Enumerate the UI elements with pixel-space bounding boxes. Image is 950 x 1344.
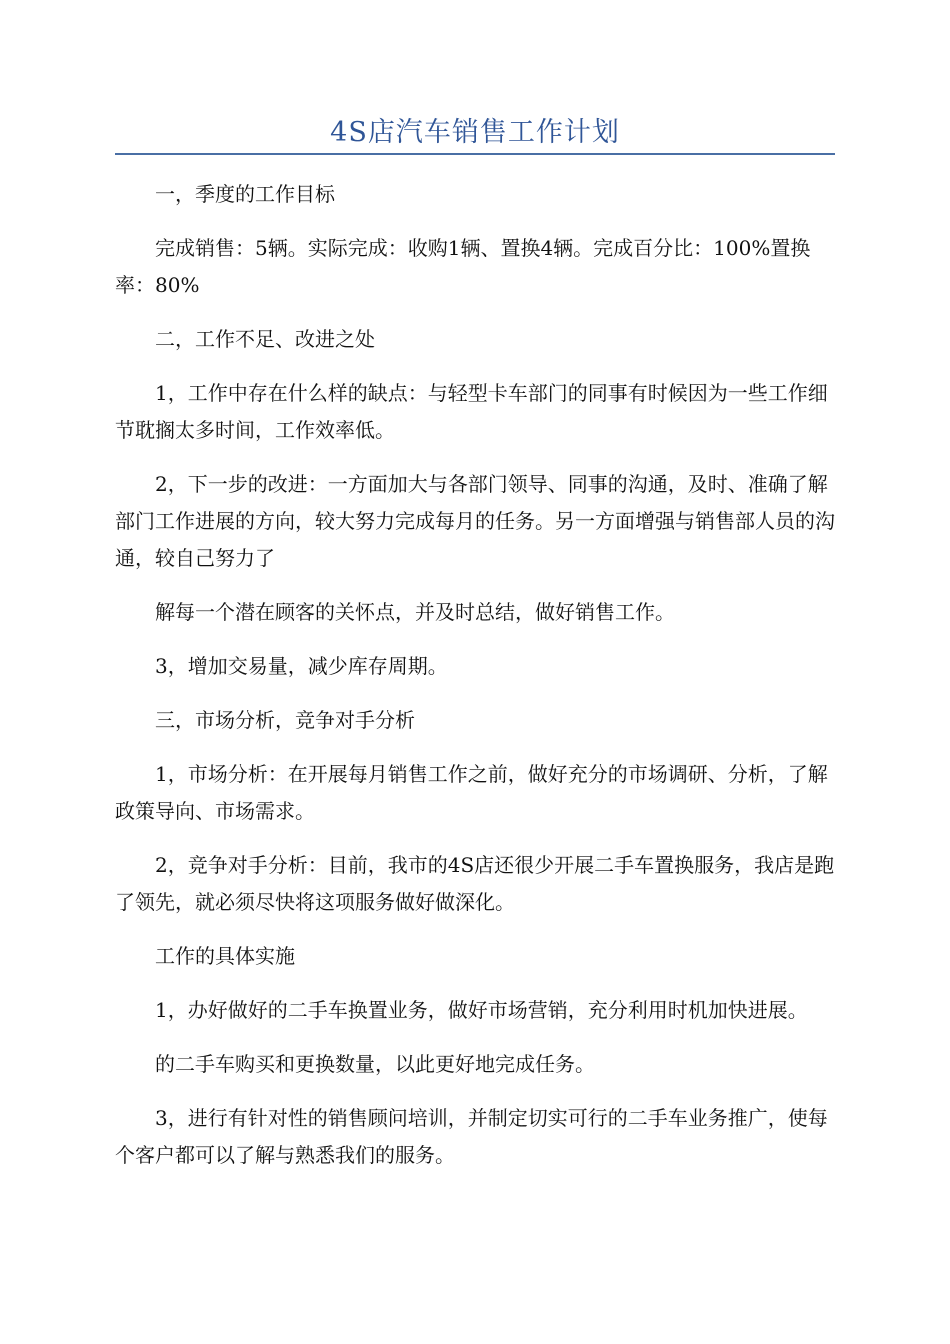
paragraph-improvement-continued: 解每一个潜在顾客的关怀点，并及时总结，做好销售工作。 (155, 600, 675, 624)
paragraph-implementation-3: 3，进行有针对性的销售顾问培训，并制定切实可行的二手车业务推广，使每个客户都可以了解与熟悉我们的服务。 (115, 1106, 828, 1167)
section-heading-shortcomings: 二，工作不足、改进之处 (155, 327, 375, 351)
section-heading-implementation: 工作的具体实施 (155, 944, 295, 968)
paragraph-improvement-2: 2，下一步的改进：一方面加大与各部门领导、同事的沟通，及时、准确了解部门工作进展的方向，较大努力完成每月的任务。另一方面增强与销售部人员的沟通，较自己努力了 (115, 472, 835, 570)
title-underline (115, 153, 835, 155)
paragraph-implementation-1: 1，办好做好的二手车换置业务，做好市场营销，充分利用时机加快进展。 (155, 998, 808, 1022)
document-body (115, 176, 835, 1191)
paragraph-market-analysis: 1，市场分析：在开展每月销售工作之前，做好充分的市场调研、分析，了解政策导向、市场需求。 (115, 762, 828, 823)
paragraph-sales-results: 完成销售：5辆。实际完成：收购1辆、置换4辆。完成百分比：100%置换率：80% (115, 236, 811, 297)
paragraph-improvement-3: 3，增加交易量，减少库存周期。 (155, 654, 448, 678)
section-heading-goals: 一，季度的工作目标 (155, 182, 335, 206)
section-heading-market: 三，市场分析，竞争对手分析 (155, 708, 415, 732)
paragraph-shortcoming-1: 1，工作中存在什么样的缺点：与轻型卡车部门的同事有时候因为一些工作细节耽搁太多时间，工作效率低。 (115, 381, 828, 442)
paragraph-competitor-analysis: 2，竞争对手分析：目前，我市的4S店还很少开展二手车置换服务，我店是跑了领先，就必须尽快将这项服务做好做深化。 (115, 853, 835, 914)
document-title: 4S店汽车销售工作计划 (330, 117, 620, 148)
paragraph-implementation-fragment: 的二手车购买和更换数量，以此更好地完成任务。 (155, 1052, 595, 1076)
